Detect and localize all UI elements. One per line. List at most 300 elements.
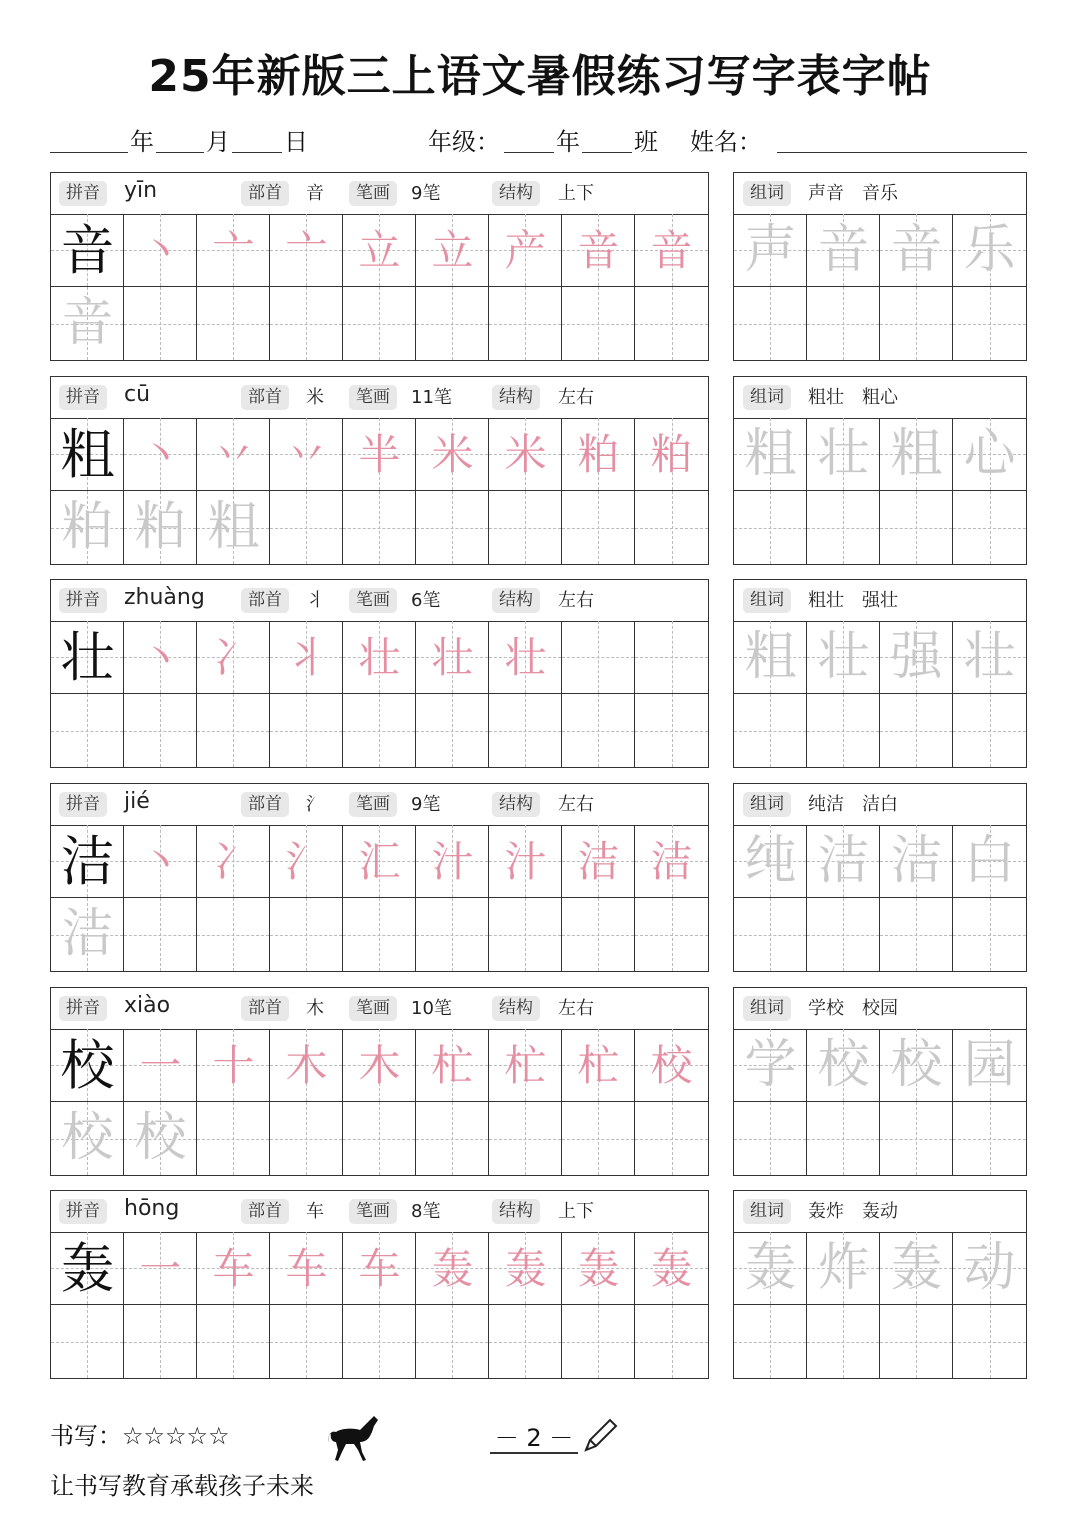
stroke-order-step: 洁 <box>650 837 693 886</box>
word-writing-cell[interactable] <box>734 1232 807 1305</box>
radical-tag: 部首 <box>241 385 289 410</box>
practice-panel <box>50 1190 709 1379</box>
date-year-blank[interactable] <box>50 152 128 153</box>
writing-cell[interactable] <box>489 1102 562 1175</box>
pinyin-tag: 拼音 <box>59 181 107 206</box>
word-writing-cell[interactable] <box>880 621 953 694</box>
trace-character: 粕 <box>61 497 114 557</box>
pinyin-value: cū <box>124 382 151 407</box>
writing-cell[interactable] <box>343 491 416 564</box>
writing-cell[interactable] <box>343 898 416 971</box>
writing-cell[interactable] <box>416 621 489 694</box>
writing-cell[interactable] <box>270 694 343 767</box>
writing-cell[interactable] <box>562 898 635 971</box>
writing-cell[interactable] <box>562 491 635 564</box>
word-writing-cell[interactable] <box>953 418 1026 491</box>
writing-cell[interactable] <box>416 491 489 564</box>
stroke-order-step: 冫 <box>212 633 255 682</box>
word-writing-cell[interactable] <box>953 621 1026 694</box>
writing-cell[interactable] <box>489 694 562 767</box>
words-panel <box>733 987 1027 1176</box>
writing-cell[interactable] <box>124 825 197 898</box>
class-blank[interactable] <box>582 152 632 153</box>
words-header <box>734 1191 1026 1233</box>
writing-cell[interactable] <box>51 898 124 971</box>
writing-cell[interactable] <box>270 1305 343 1378</box>
word-writing-cell[interactable] <box>953 1305 1026 1378</box>
date-month-blank[interactable] <box>156 152 204 153</box>
stroke-order-step: 音 <box>577 226 620 275</box>
word-writing-cell[interactable] <box>953 287 1026 360</box>
writing-cell[interactable] <box>51 1305 124 1378</box>
writing-cell[interactable] <box>124 694 197 767</box>
writing-cell[interactable] <box>51 825 124 898</box>
pen-icon <box>580 1416 620 1456</box>
writing-cell[interactable] <box>635 287 708 360</box>
word-writing-cell[interactable] <box>880 1102 953 1175</box>
writing-cell[interactable] <box>635 1029 708 1102</box>
writing-cell[interactable] <box>124 1305 197 1378</box>
word-writing-cell[interactable] <box>734 825 807 898</box>
writing-cell[interactable] <box>197 898 270 971</box>
word-writing-cell[interactable] <box>734 1029 807 1102</box>
word-trace-character: 强 <box>890 627 943 687</box>
writing-cell[interactable] <box>197 1232 270 1305</box>
practice-panel <box>50 172 709 361</box>
stroke-order-step: 一 <box>139 1041 182 1090</box>
stroke-order-step: 氵 <box>285 837 328 886</box>
stroke-order-step: 木 <box>285 1041 328 1090</box>
words-tag: 组词 <box>743 792 791 817</box>
writing-cell[interactable] <box>489 287 562 360</box>
words-tag: 组词 <box>743 181 791 206</box>
writing-cell[interactable] <box>343 1102 416 1175</box>
writing-cell[interactable] <box>197 1305 270 1378</box>
strokes-tag: 笔画 <box>349 588 397 613</box>
writing-cell[interactable] <box>635 214 708 287</box>
radical-tag: 部首 <box>241 588 289 613</box>
writing-cell[interactable] <box>51 491 124 564</box>
trace-character: 粗 <box>207 497 260 557</box>
word-trace-character: 壮 <box>817 424 870 484</box>
writing-cell[interactable] <box>635 898 708 971</box>
word-writing-cell[interactable] <box>807 1029 880 1102</box>
radical-value: 木 <box>306 998 324 1019</box>
words-panel <box>733 783 1027 972</box>
word-writing-cell[interactable] <box>807 214 880 287</box>
writing-cell[interactable] <box>562 1232 635 1305</box>
writing-cell[interactable] <box>416 1102 489 1175</box>
writing-cell[interactable] <box>562 825 635 898</box>
words-panel <box>733 579 1027 768</box>
word-writing-cell[interactable] <box>953 898 1026 971</box>
word-writing-cell[interactable] <box>880 694 953 767</box>
writing-cell[interactable] <box>124 418 197 491</box>
strokes-tag: 笔画 <box>349 1199 397 1224</box>
word-writing-cell[interactable] <box>807 1232 880 1305</box>
words-panel <box>733 1190 1027 1379</box>
structure-value: 上下 <box>558 1201 594 1222</box>
stroke-order-step: 壮 <box>358 633 401 682</box>
year-label: 年 <box>130 128 154 156</box>
word-trace-character: 音 <box>890 220 943 280</box>
writing-cell[interactable] <box>124 621 197 694</box>
stroke-order-step: 亠 <box>285 226 328 275</box>
stroke-order-step: 丶 <box>139 226 182 275</box>
writing-cell[interactable] <box>635 825 708 898</box>
writing-cell[interactable] <box>489 825 562 898</box>
word-trace-character: 轰 <box>744 1238 797 1298</box>
radical-value: 米 <box>306 387 324 408</box>
words-header <box>734 173 1026 215</box>
writing-cell[interactable] <box>197 825 270 898</box>
strokes-value: 9笔 <box>411 794 441 815</box>
word-writing-cell[interactable] <box>880 418 953 491</box>
structure-value: 左右 <box>558 998 594 1019</box>
writing-cell[interactable] <box>489 1232 562 1305</box>
stroke-order-step: 轰 <box>504 1244 547 1293</box>
word-writing-cell[interactable] <box>734 418 807 491</box>
words-header <box>734 580 1026 622</box>
writing-cell[interactable] <box>562 1029 635 1102</box>
writing-cell[interactable] <box>562 1305 635 1378</box>
word-writing-cell[interactable] <box>734 287 807 360</box>
stroke-order-step: 丬 <box>285 633 328 682</box>
words-header <box>734 988 1026 1030</box>
word-trace-character: 壮 <box>963 627 1016 687</box>
radical-tag: 部首 <box>241 996 289 1021</box>
writing-cell[interactable] <box>562 214 635 287</box>
words-value: 纯洁 洁白 <box>808 794 898 815</box>
structure-tag: 结构 <box>492 792 540 817</box>
stroke-order-step: 粕 <box>650 430 693 479</box>
stroke-order-step: 一 <box>139 1244 182 1293</box>
strokes-value: 10笔 <box>411 998 452 1019</box>
stroke-order-step: 音 <box>650 226 693 275</box>
writing-cell[interactable] <box>270 491 343 564</box>
strokes-value: 9笔 <box>411 183 441 204</box>
stroke-order-step: 米 <box>431 430 474 479</box>
word-writing-cell[interactable] <box>807 898 880 971</box>
writing-cell[interactable] <box>343 418 416 491</box>
word-writing-cell[interactable] <box>807 621 880 694</box>
stroke-order-step: 车 <box>212 1244 255 1293</box>
stroke-order-step: 汁 <box>431 837 474 886</box>
writing-cell[interactable] <box>416 287 489 360</box>
writing-cell[interactable] <box>635 1102 708 1175</box>
writing-cell[interactable] <box>124 1029 197 1102</box>
writing-cell[interactable] <box>562 621 635 694</box>
stroke-order-step: 车 <box>358 1244 401 1293</box>
word-writing-cell[interactable] <box>953 1029 1026 1102</box>
structure-value: 左右 <box>558 794 594 815</box>
pinyin-tag: 拼音 <box>59 588 107 613</box>
word-writing-cell[interactable] <box>734 491 807 564</box>
writing-cell[interactable] <box>489 621 562 694</box>
word-trace-character: 洁 <box>890 831 943 891</box>
word-writing-cell[interactable] <box>880 898 953 971</box>
name-label: 姓名： <box>690 128 762 156</box>
pinyin-tag: 拼音 <box>59 1199 107 1224</box>
stroke-order-step: 丶 <box>139 633 182 682</box>
word-trace-character: 校 <box>890 1035 943 1095</box>
stroke-order-step: 壮 <box>504 633 547 682</box>
writing-cell[interactable] <box>416 694 489 767</box>
words-panel <box>733 376 1027 565</box>
model-character: 音 <box>60 219 115 282</box>
radical-value: 车 <box>306 1201 324 1222</box>
word-writing-cell[interactable] <box>953 214 1026 287</box>
writing-cell[interactable] <box>343 825 416 898</box>
word-writing-cell[interactable] <box>734 694 807 767</box>
stroke-order-step: 轰 <box>650 1244 693 1293</box>
word-writing-cell[interactable] <box>953 1102 1026 1175</box>
writing-cell[interactable] <box>416 898 489 971</box>
word-trace-character: 粗 <box>744 627 797 687</box>
writing-cell[interactable] <box>343 621 416 694</box>
word-trace-character: 白 <box>963 831 1016 891</box>
grade-blank[interactable] <box>504 152 554 153</box>
writing-cell[interactable] <box>270 825 343 898</box>
stroke-order-step: 丶 <box>139 430 182 479</box>
writing-cell[interactable] <box>416 1232 489 1305</box>
writing-cell[interactable] <box>416 214 489 287</box>
date-day-blank[interactable] <box>232 152 282 153</box>
words-tag: 组词 <box>743 996 791 1021</box>
stroke-order-step: 洁 <box>577 837 620 886</box>
writing-cell[interactable] <box>51 287 124 360</box>
writing-cell[interactable] <box>489 1305 562 1378</box>
trace-character: 校 <box>61 1108 114 1168</box>
pinyin-value: hōng <box>124 1196 180 1221</box>
radical-value: 氵 <box>306 794 324 815</box>
stroke-order-step: 粕 <box>577 430 620 479</box>
writing-cell[interactable] <box>124 287 197 360</box>
word-writing-cell[interactable] <box>734 1102 807 1175</box>
words-value: 声音 音乐 <box>808 183 898 204</box>
writing-cell[interactable] <box>51 1232 124 1305</box>
writing-cell[interactable] <box>635 491 708 564</box>
word-writing-cell[interactable] <box>880 287 953 360</box>
writing-cell[interactable] <box>124 491 197 564</box>
strokes-value: 11笔 <box>411 387 452 408</box>
writing-cell[interactable] <box>343 1029 416 1102</box>
word-writing-cell[interactable] <box>953 491 1026 564</box>
writing-cell[interactable] <box>197 418 270 491</box>
radical-value: 丬 <box>306 590 324 611</box>
word-writing-cell[interactable] <box>807 825 880 898</box>
words-panel <box>733 172 1027 361</box>
writing-cell[interactable] <box>270 1029 343 1102</box>
model-character: 粗 <box>60 423 115 486</box>
writing-cell[interactable] <box>197 287 270 360</box>
writing-cell[interactable] <box>124 1102 197 1175</box>
stroke-order-step: 汁 <box>504 837 547 886</box>
writing-cell[interactable] <box>124 214 197 287</box>
writing-cell[interactable] <box>197 214 270 287</box>
practice-header <box>51 784 708 826</box>
word-writing-cell[interactable] <box>734 621 807 694</box>
writing-cell[interactable] <box>51 621 124 694</box>
practice-header <box>51 173 708 215</box>
word-writing-cell[interactable] <box>880 1232 953 1305</box>
word-writing-cell[interactable] <box>880 1029 953 1102</box>
radical-tag: 部首 <box>241 792 289 817</box>
word-writing-cell[interactable] <box>953 825 1026 898</box>
stroke-order-step: 半 <box>358 430 401 479</box>
day-label: 日 <box>284 128 308 156</box>
word-writing-cell[interactable] <box>953 1232 1026 1305</box>
writing-cell[interactable] <box>635 418 708 491</box>
pinyin-value: yīn <box>124 178 158 203</box>
writing-cell[interactable] <box>635 1305 708 1378</box>
stroke-order-step: 丶 <box>139 837 182 886</box>
model-character: 洁 <box>60 830 115 893</box>
writing-cell[interactable] <box>416 418 489 491</box>
writing-cell[interactable] <box>51 1029 124 1102</box>
page-number: － 2 － <box>490 1418 578 1454</box>
structure-tag: 结构 <box>492 181 540 206</box>
writing-cell[interactable] <box>197 621 270 694</box>
writing-cell[interactable] <box>489 898 562 971</box>
stroke-order-step: 亠 <box>212 226 255 275</box>
stroke-order-step: 轰 <box>577 1244 620 1293</box>
writing-cell[interactable] <box>635 1232 708 1305</box>
practice-header <box>51 580 708 622</box>
structure-tag: 结构 <box>492 385 540 410</box>
structure-tag: 结构 <box>492 996 540 1021</box>
writing-cell[interactable] <box>562 287 635 360</box>
word-writing-cell[interactable] <box>807 694 880 767</box>
writing-cell[interactable] <box>635 694 708 767</box>
writing-cell[interactable] <box>489 1029 562 1102</box>
stroke-order-step: 壮 <box>431 633 474 682</box>
writing-cell[interactable] <box>270 1232 343 1305</box>
stroke-order-step: 冫 <box>212 837 255 886</box>
word-writing-cell[interactable] <box>807 1305 880 1378</box>
word-writing-cell[interactable] <box>734 214 807 287</box>
word-trace-character: 炸 <box>817 1238 870 1298</box>
strokes-tag: 笔画 <box>349 792 397 817</box>
writing-cell[interactable] <box>416 1029 489 1102</box>
word-writing-cell[interactable] <box>807 287 880 360</box>
word-writing-cell[interactable] <box>734 1305 807 1378</box>
word-writing-cell[interactable] <box>880 825 953 898</box>
practice-panel <box>50 579 709 768</box>
writing-cell[interactable] <box>51 694 124 767</box>
stroke-order-step: 木 <box>358 1041 401 1090</box>
writing-cell[interactable] <box>51 418 124 491</box>
writing-cell[interactable] <box>416 1305 489 1378</box>
strokes-tag: 笔画 <box>349 996 397 1021</box>
slogan: 让书写教育承载孩子未来 <box>50 1472 314 1500</box>
word-writing-cell[interactable] <box>807 491 880 564</box>
name-blank[interactable] <box>777 152 1027 153</box>
writing-cell[interactable] <box>489 214 562 287</box>
writing-cell[interactable] <box>343 214 416 287</box>
words-value: 粗壮 粗心 <box>808 387 898 408</box>
strokes-value: 8笔 <box>411 1201 441 1222</box>
word-trace-character: 乐 <box>963 220 1016 280</box>
word-trace-character: 粗 <box>744 424 797 484</box>
practice-panel <box>50 783 709 972</box>
word-writing-cell[interactable] <box>880 1305 953 1378</box>
horse-icon <box>328 1412 384 1464</box>
word-writing-cell[interactable] <box>807 418 880 491</box>
pinyin-value: zhuàng <box>124 585 205 610</box>
writing-cell[interactable] <box>489 491 562 564</box>
word-writing-cell[interactable] <box>880 491 953 564</box>
writing-cell[interactable] <box>270 621 343 694</box>
writing-cell[interactable] <box>562 1102 635 1175</box>
writing-cell[interactable] <box>270 1102 343 1175</box>
writing-cell[interactable] <box>124 1232 197 1305</box>
word-trace-character: 粗 <box>890 424 943 484</box>
worksheet-title: 25年新版三上语文暑假练习写字表字帖 <box>148 51 932 102</box>
word-trace-character: 纯 <box>744 831 797 891</box>
writing-cell[interactable] <box>343 287 416 360</box>
stroke-order-step: 杧 <box>577 1041 620 1090</box>
writing-cell[interactable] <box>343 1305 416 1378</box>
writing-cell[interactable] <box>51 214 124 287</box>
word-trace-character: 洁 <box>817 831 870 891</box>
writing-cell[interactable] <box>197 694 270 767</box>
writing-cell[interactable] <box>343 1232 416 1305</box>
word-writing-cell[interactable] <box>807 1102 880 1175</box>
word-writing-cell[interactable] <box>880 214 953 287</box>
stroke-order-step: 杧 <box>504 1041 547 1090</box>
word-trace-character: 学 <box>744 1035 797 1095</box>
writing-cell[interactable] <box>489 418 562 491</box>
trace-character: 音 <box>61 293 114 353</box>
writing-cell[interactable] <box>197 491 270 564</box>
word-trace-character: 声 <box>744 220 797 280</box>
trace-character: 洁 <box>61 904 114 964</box>
model-character: 校 <box>60 1034 115 1097</box>
writing-cell[interactable] <box>270 287 343 360</box>
writing-cell[interactable] <box>416 825 489 898</box>
structure-value: 上下 <box>558 183 594 204</box>
practice-panel <box>50 987 709 1176</box>
writing-cell[interactable] <box>270 214 343 287</box>
stroke-order-step: 产 <box>504 226 547 275</box>
writing-cell[interactable] <box>197 1029 270 1102</box>
writing-cell[interactable] <box>124 898 197 971</box>
writing-cell[interactable] <box>635 621 708 694</box>
strokes-tag: 笔画 <box>349 181 397 206</box>
writing-cell[interactable] <box>562 694 635 767</box>
word-writing-cell[interactable] <box>734 898 807 971</box>
class-label: 班 <box>634 128 658 156</box>
month-label: 月 <box>206 128 230 156</box>
rating-label: 书写：☆☆☆☆☆ <box>50 1422 230 1450</box>
pinyin-tag: 拼音 <box>59 385 107 410</box>
writing-cell[interactable] <box>197 1102 270 1175</box>
stroke-order-step: 汇 <box>358 837 401 886</box>
writing-cell[interactable] <box>562 418 635 491</box>
writing-cell[interactable] <box>270 898 343 971</box>
stroke-order-step: 立 <box>358 226 401 275</box>
writing-cell[interactable] <box>343 694 416 767</box>
writing-cell[interactable] <box>51 1102 124 1175</box>
stroke-order-step: 立 <box>431 226 474 275</box>
word-writing-cell[interactable] <box>953 694 1026 767</box>
strokes-value: 6笔 <box>411 590 441 611</box>
writing-cell[interactable] <box>270 418 343 491</box>
word-trace-character: 心 <box>963 424 1016 484</box>
radical-tag: 部首 <box>241 181 289 206</box>
trace-character: 粕 <box>134 497 187 557</box>
